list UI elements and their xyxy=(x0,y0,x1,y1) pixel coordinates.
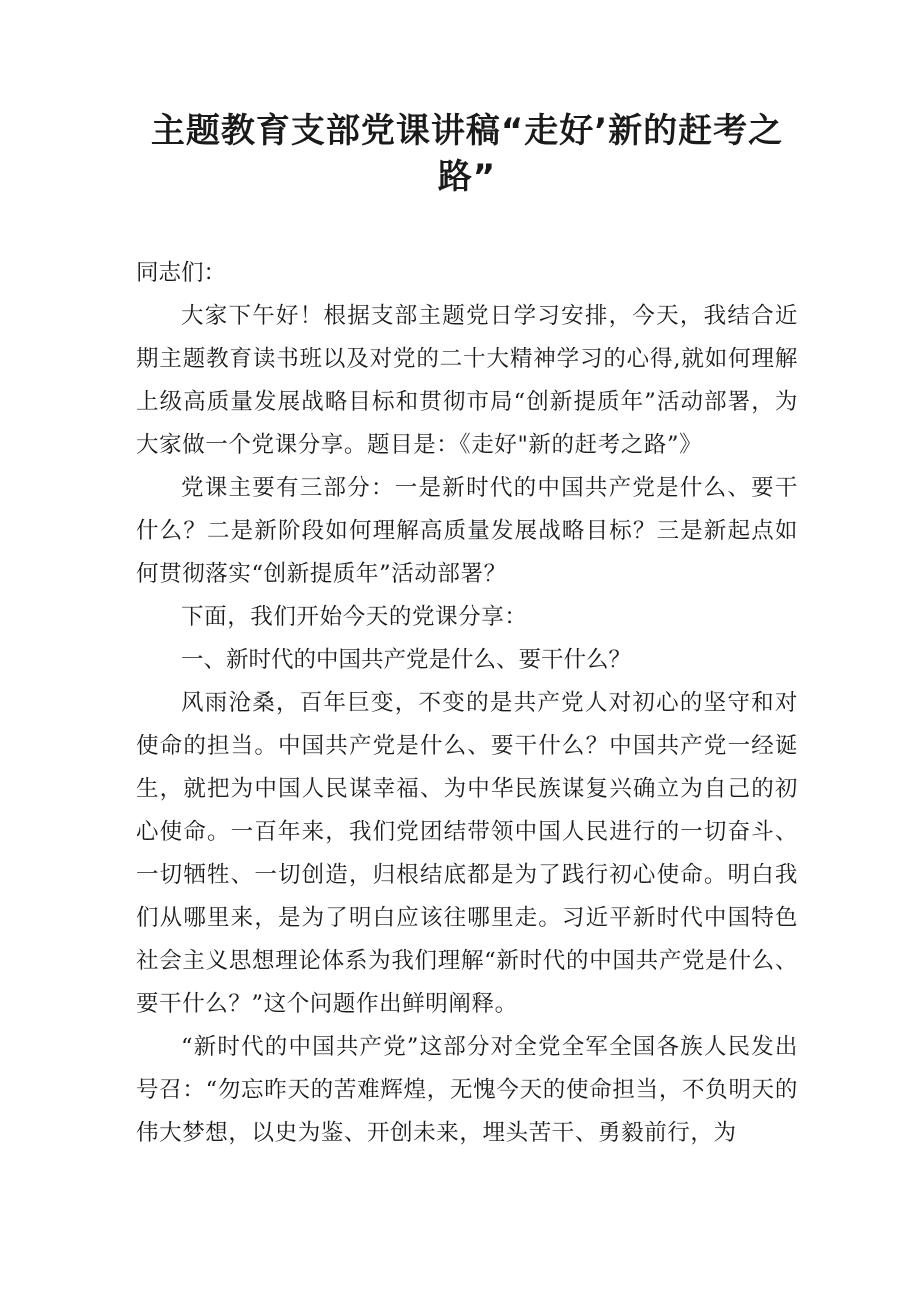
section-heading-1: 一、新时代的中国共产党是什么、要干什么？ xyxy=(181,647,632,673)
paragraph-outline: 党课主要有三部分：一是新时代的中国共产党是什么、要干什么？二是新阶段如何理解高质量发展战略目标？三是新起点如何贯彻落实“创新提质年”活动部署？ xyxy=(136,475,798,587)
paragraph-transition: 下面，我们开始今天的党课分享： xyxy=(181,604,528,630)
paragraph-body-2: “新时代的中国共产党”这部分对全党全军全国各族人民发出号召：“勿忘昨天的苦难辉煌，无愧今天的使命担当，不负明天的伟大梦想，以史为鉴、开创未来，埋头苦干、勇毅前行，为 xyxy=(136,1034,798,1146)
document-title: 主题教育支部党课讲稿“走好’新的赶考之路” xyxy=(150,111,784,197)
paragraph-body-1: 风雨沧桑，百年巨变，不变的是共产党人对初心的坚守和对使命的担当。中国共产党是什么、要干什么？中国共产党一经诞生，就把为中国人民谋幸福、为中华民族谋复兴确立为自己的初心使命。一百年来，我们党团结带领中国人民进行的一切奋斗、一切牺牲、一切创造，归根结底都是为了践行初心使命。明白我们从哪里来，是为了明白应该往哪里走。习近平新时代中国特色社会主义思想理论体系为我们理解“新时代的中国共产党是什么、要干什么？”这个问题作出鲜明阐释。 xyxy=(136,690,798,1017)
paragraph-intro: 大家下午好！根据支部主题党日学习安排，今天，我结合近期主题教育读书班以及对党的二十大精神学习的心得,就如何理解上级高质量发展战略目标和贯彻市局“创新提质年”活动部署，为大家做一个党课分享。题目是：《走好"新的赶考之路”》 xyxy=(136,303,798,458)
salutation: 同志们： xyxy=(136,260,227,286)
